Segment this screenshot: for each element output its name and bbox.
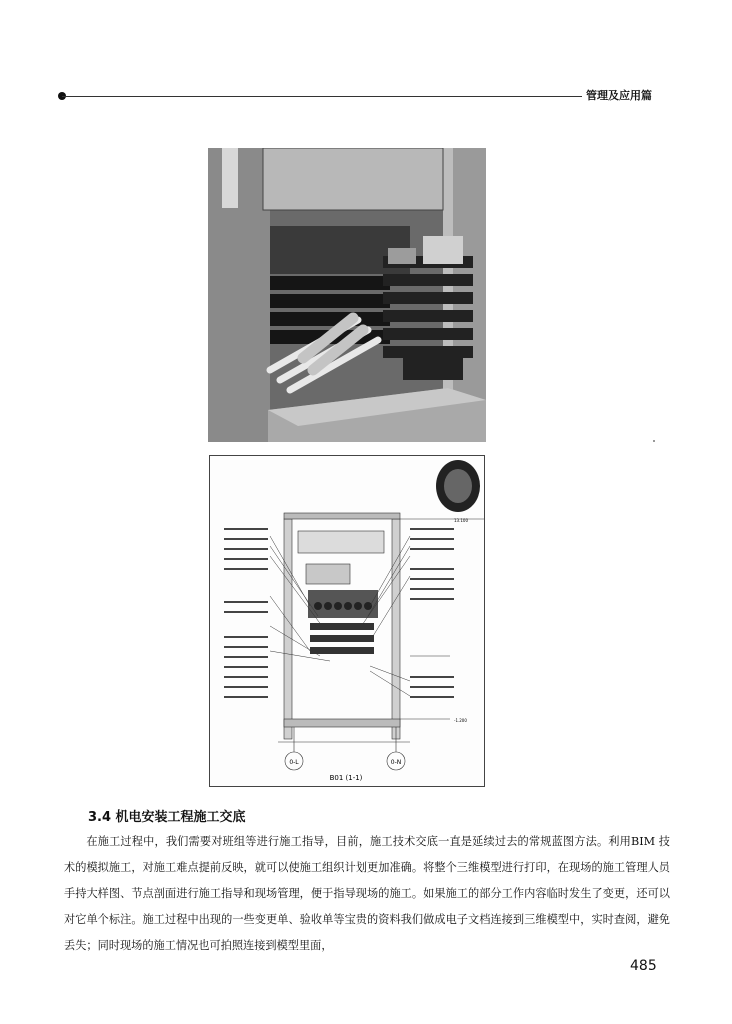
page-number: 485	[630, 958, 657, 974]
section-title: 3.4 机电安装工程施工交底	[88, 810, 246, 825]
bim-3d-model-image	[208, 148, 486, 442]
axis-label-left: 0-L	[289, 759, 299, 766]
body-text	[64, 829, 670, 959]
section-drawing-image	[209, 455, 485, 787]
header-rule	[62, 96, 582, 97]
section-drawing-graphic	[210, 456, 484, 786]
header-section-name: 管理及应用篇	[586, 89, 652, 102]
page-speck	[653, 440, 655, 442]
level-label-top: 13.100	[454, 518, 468, 523]
axis-label-right: 0-N	[390, 759, 402, 766]
drawing-title: B01 (1-1)	[329, 774, 363, 782]
bim-3d-render-graphic	[208, 148, 486, 442]
level-label-bottom: -1.200	[454, 718, 467, 723]
body-paragraph: 在施工过程中，我们需要对班组等进行施工指导，目前，施工技术交底一直是延续过去的常规蓝图方法。利用BIM 技术的模拟施工，对施工难点提前反映，就可以使施工组织计划更加准确。将整个三维模型进行打印，在现场的施工管理人员手持大样图、节点剖面进行施工指导和现场管理，便于指导现场的施工。如果施工的部分工作内容临时发生了变更，还可以对它单个标注。施工过程中出现的一些变更单、验收单等宝贵的资料我们做成电子文档连接到三维模型中，实时查阅，避免丢失；同时现场的施工情况也可拍照连接到模型里面，	[64, 835, 670, 952]
